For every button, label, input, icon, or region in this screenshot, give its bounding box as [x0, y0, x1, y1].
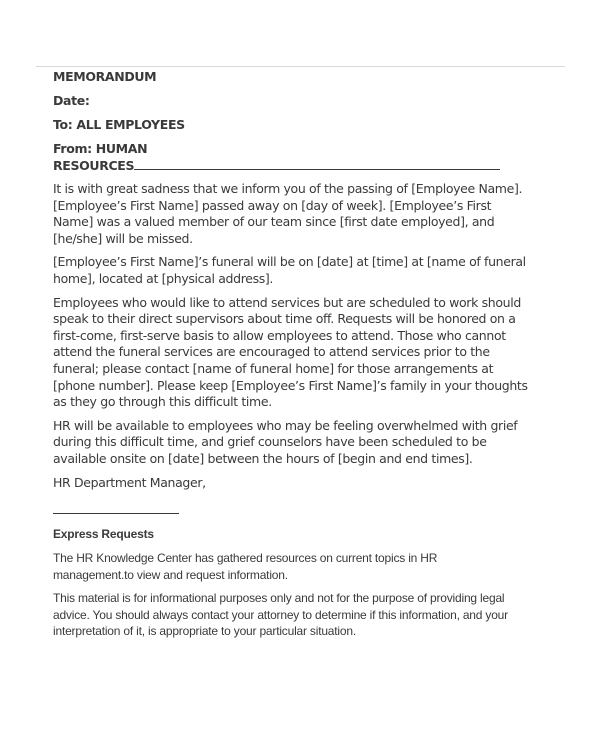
paragraph-passing [53, 181, 528, 247]
text-line: available onsite on [date] between the hours of [begin and end times]. [53, 450, 473, 466]
paragraph-counseling [53, 418, 528, 468]
text-line: interpretation of it, is appropriate to your particular situation. [53, 624, 356, 639]
from-label: From: HUMAN [53, 141, 148, 156]
text-line: [he/she] will be missed. [53, 230, 193, 246]
footer-paragraph-knowledge-center [53, 550, 528, 583]
text-line: management.to view and request information. [53, 567, 288, 582]
text-line: The HR Knowledge Center has gathered resources on current topics in HR [53, 551, 438, 566]
signature-line [134, 157, 500, 170]
memo-title: MEMORANDUM [53, 69, 157, 84]
text-line: [Employee’s First Name] passed away on [day of week]. [Employee’s First [53, 197, 492, 213]
signature-underline [53, 512, 179, 514]
text-line: It is with great sadness that we inform you of the passing of [Employee Name]. [53, 181, 523, 196]
text-line: first-come, first-serve basis to allow employees to attend. Those who cannot [53, 327, 506, 343]
from-label-resources: RESOURCES [53, 158, 135, 173]
text-line: Name] was a valued member of our team since [first date employed], and [53, 214, 495, 230]
text-line: funeral; please contact [name of funeral home] for those arrangements at [53, 360, 494, 376]
text-line: speak to their direct supervisors about time off. Requests will be honored on a [53, 311, 516, 327]
paragraph-funeral [53, 254, 528, 287]
text-line: attend the funeral services are encouraged to attend services prior to the [53, 344, 490, 360]
text-line: [Employee’s First Name]’s funeral will be on [date] at [time] at [name of funeral [53, 254, 526, 270]
text-line: HR will be available to employees who may be feeling overwhelmed with grief [53, 417, 518, 433]
text-line: during this difficult time, and grief counselors have been scheduled to be [53, 434, 487, 450]
text-line: home], located at [physical address]. [53, 270, 274, 286]
text-line: Employees who would like to attend services but are scheduled to work should [53, 294, 521, 310]
express-requests-heading: Express Requests [53, 527, 154, 542]
date-label: Date: [53, 93, 90, 108]
to-label: To: ALL EMPLOYEES [53, 117, 185, 132]
from-label-continued [53, 157, 528, 174]
text-line: This material is for informational purposes only and not for the purpose of providing legal [53, 591, 505, 606]
paragraph-attendance [53, 295, 528, 411]
text-line: [phone number]. Please keep [Employee’s First Name]’s family in your thoughts [53, 377, 528, 393]
footer-paragraph-disclaimer [53, 590, 528, 640]
signoff: HR Department Manager, [53, 474, 206, 490]
text-line: advice. You should always contact your attorney to determine if this information, and your [53, 607, 508, 622]
text-line: as they go through this difficult time. [53, 394, 272, 410]
memo-document [53, 67, 528, 647]
